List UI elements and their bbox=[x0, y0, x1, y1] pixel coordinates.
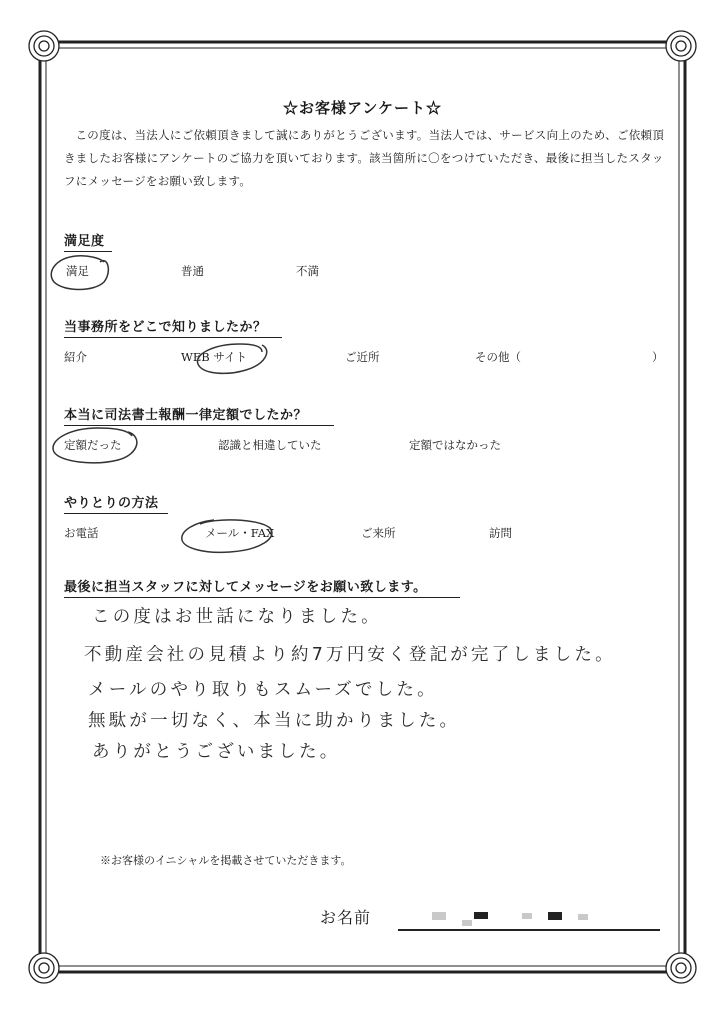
question-underline bbox=[64, 251, 112, 252]
question-underline bbox=[64, 597, 460, 598]
option-satisfied[interactable]: 満足 bbox=[66, 264, 89, 278]
handwritten-line-3: メールのやり取りもスムーズでした。 bbox=[88, 680, 438, 700]
option-flat-fee-yes[interactable]: 定額だった bbox=[64, 438, 122, 452]
redaction-block bbox=[474, 912, 488, 919]
option-home-visit[interactable]: 訪問 bbox=[489, 526, 512, 540]
message-prompt: 最後に担当スタッフに対してメッセージをお願い致します。 bbox=[64, 580, 427, 595]
question-flat-fee: 本当に司法書士報酬一律定額でしたか？ bbox=[64, 408, 308, 423]
question-contact-method: やりとりの方法 bbox=[64, 496, 159, 511]
corner-ornament-bottom-left bbox=[29, 953, 59, 983]
question-underline bbox=[64, 337, 282, 338]
option-flat-fee-different[interactable]: 認識と相違していた bbox=[218, 438, 322, 452]
initials-note: ※お客様のイニシャルを掲載させていただきます。 bbox=[100, 854, 352, 867]
name-label: お名前 bbox=[320, 908, 372, 927]
question-satisfaction: 満足度 bbox=[64, 234, 105, 249]
option-dissatisfied[interactable]: 不満 bbox=[296, 264, 319, 278]
redaction-block bbox=[462, 920, 472, 926]
corner-ornament-top-right bbox=[666, 31, 696, 61]
option-neighborhood[interactable]: ご近所 bbox=[345, 350, 380, 364]
question-underline bbox=[64, 425, 334, 426]
intro-paragraph: この度は、当法人にご依頼頂きまして誠にありがとうございます。当法人では、サービス向上のため、ご依頼頂きましたお客様にアンケートのご協力を頂いております。該当箇所に〇をつけていただき、最後に担当したスタッフにメッセージをお願い致します。 bbox=[64, 128, 665, 188]
option-email-fax[interactable]: メール・FAX bbox=[205, 526, 275, 540]
survey-title: ☆お客様アンケート☆ bbox=[282, 99, 443, 117]
handwritten-line-1: この度はお世話になりました。 bbox=[92, 607, 382, 627]
option-other-close: ） bbox=[652, 350, 664, 364]
option-flat-fee-no[interactable]: 定額ではなかった bbox=[409, 438, 501, 452]
option-website[interactable]: WEB サイト bbox=[181, 350, 248, 364]
question-how-found: 当事務所をどこで知りましたか？ bbox=[64, 320, 267, 335]
option-normal[interactable]: 普通 bbox=[181, 264, 204, 278]
handwritten-line-4: 無駄が一切なく、本当に助かりました。 bbox=[88, 711, 461, 731]
redaction-block bbox=[522, 913, 532, 919]
name-field-line[interactable] bbox=[398, 929, 660, 931]
option-other[interactable]: その他（ bbox=[475, 350, 521, 364]
redaction-block bbox=[578, 914, 588, 920]
redaction-block bbox=[432, 912, 446, 920]
corner-ornament-bottom-right bbox=[666, 953, 696, 983]
redaction-block bbox=[548, 912, 562, 920]
handwritten-line-5: ありがとうございました。 bbox=[92, 742, 341, 762]
option-phone[interactable]: お電話 bbox=[64, 526, 99, 540]
question-underline bbox=[64, 513, 168, 514]
option-visit-office[interactable]: ご来所 bbox=[361, 526, 396, 540]
handwritten-line-2: 不動産会社の見積より約7万円安く登記が完了しました。 bbox=[84, 645, 616, 665]
option-referral[interactable]: 紹介 bbox=[64, 350, 87, 364]
corner-ornament-top-left bbox=[29, 31, 59, 61]
